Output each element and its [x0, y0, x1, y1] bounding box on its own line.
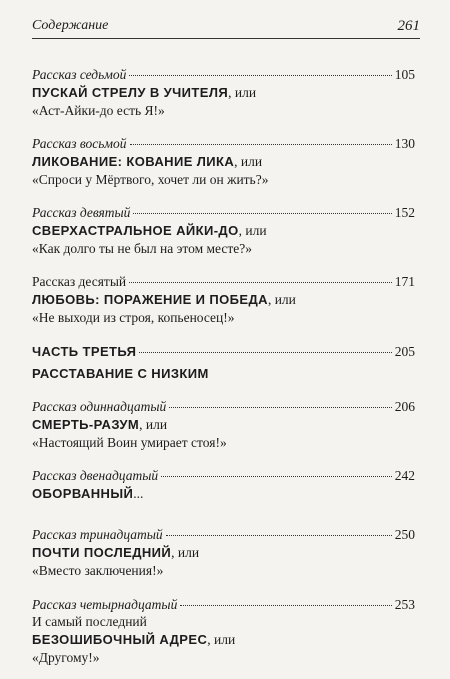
- toc-entry: [32, 596, 415, 667]
- story-title: БЕЗОШИБОЧНЫЙ АДРЕС, или: [32, 632, 236, 647]
- story-title: ПОЧТИ ПОСЛЕДНИЙ, или: [32, 545, 200, 560]
- story-label: Рассказ девятый: [32, 205, 131, 220]
- toc-entry-line: [32, 273, 415, 290]
- dot-leader: [139, 352, 391, 353]
- story-subtitle: «Аст-Айки-до есть Я!»: [32, 103, 165, 118]
- page-ref: 253: [394, 597, 415, 612]
- toc-entry: [32, 66, 415, 120]
- toc-entry-line: [32, 66, 415, 83]
- dot-leader: [133, 213, 391, 214]
- page-ref: 250: [394, 527, 415, 542]
- toc-entry-line: [32, 135, 415, 152]
- toc-entry: [32, 273, 415, 327]
- story-title: ЛЮБОВЬ: ПОРАЖЕНИЕ И ПОБЕДА, или: [32, 292, 296, 307]
- running-header: [32, 16, 420, 39]
- toc-entry: [32, 204, 415, 258]
- toc-entry-line: [32, 343, 415, 360]
- dot-leader: [129, 282, 392, 283]
- page-ref: 152: [394, 205, 415, 220]
- toc-entry: [32, 135, 415, 189]
- table-of-contents: [32, 66, 415, 667]
- dot-leader: [180, 605, 391, 606]
- page-ref: 205: [394, 344, 415, 359]
- page-number: 261: [397, 18, 420, 34]
- part-title: РАССТАВАНИЕ С НИЗКИМ: [32, 366, 209, 381]
- part-label: ЧАСТЬ ТРЕТЬЯ: [32, 344, 137, 359]
- story-subtitle: «Как долго ты не был на этом месте?»: [32, 241, 253, 256]
- story-label: Рассказ двенадцатый: [32, 468, 159, 483]
- story-title: СМЕРТЬ-РАЗУМ, или: [32, 417, 168, 432]
- page-ref: 171: [394, 274, 415, 289]
- toc-entry-line: [32, 204, 415, 221]
- story-subtitle: «Другому!»: [32, 650, 100, 665]
- page-ref: 130: [394, 136, 415, 151]
- story-label: Рассказ седьмой: [32, 67, 127, 82]
- toc-entry: [32, 398, 415, 452]
- story-pre-title: И самый последний: [32, 614, 147, 629]
- story-title: ЛИКОВАНИЕ: КОВАНИЕ ЛИКА, или: [32, 154, 263, 169]
- toc-entry: [32, 467, 415, 502]
- story-subtitle: «Настоящий Воин умирает стоя!»: [32, 435, 227, 450]
- toc-entry-line: [32, 398, 415, 415]
- dot-leader: [169, 407, 391, 408]
- toc-entry: [32, 526, 415, 580]
- story-subtitle: «Не выходи из строя, копьеносец!»: [32, 310, 235, 325]
- dot-leader: [166, 535, 392, 536]
- story-label: Рассказ тринадцатый: [32, 527, 163, 542]
- dot-leader: [129, 75, 391, 76]
- story-label: Рассказ четырнадцатый: [32, 597, 178, 612]
- page-ref: 206: [394, 399, 415, 414]
- page-ref: 105: [394, 67, 415, 82]
- story-title: ОБОРВАННЫЙ...: [32, 486, 144, 501]
- toc-part-entry: [32, 343, 415, 382]
- toc-entry-line: [32, 596, 415, 613]
- story-title: ПУСКАЙ СТРЕЛУ В УЧИТЕЛЯ, или: [32, 85, 257, 100]
- dot-leader: [130, 144, 392, 145]
- story-label: Рассказ одиннадцатый: [32, 399, 167, 414]
- story-label: Рассказ восьмой: [32, 136, 127, 151]
- dot-leader: [161, 476, 392, 477]
- toc-entry-line: [32, 467, 415, 484]
- toc-entry-line: [32, 526, 415, 543]
- story-subtitle: «Спроси у Мёртвого, хочет ли он жить?»: [32, 172, 269, 187]
- story-label: Рассказ десятый: [32, 274, 127, 289]
- running-title: Содержание: [32, 18, 109, 33]
- story-subtitle: «Вместо заключения!»: [32, 563, 164, 578]
- page-ref: 242: [394, 468, 415, 483]
- story-title: СВЕРХАСТРАЛЬНОЕ АЙКИ-ДО, или: [32, 223, 267, 238]
